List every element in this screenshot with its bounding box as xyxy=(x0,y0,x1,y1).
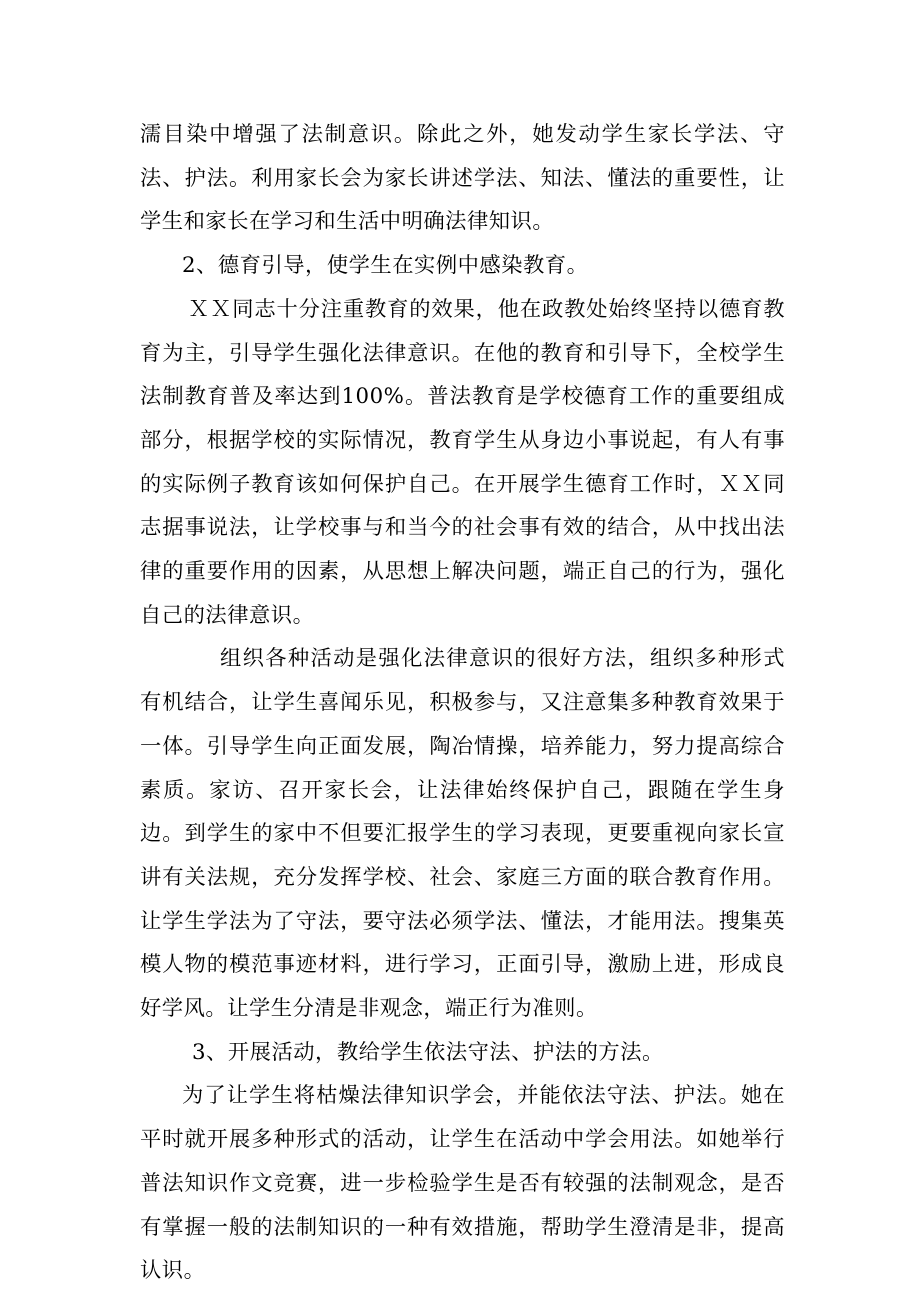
section-heading-3: 3、开展活动，教给学生依法守法、护法的方法。 xyxy=(192,1039,664,1065)
paragraph-activities: 组织各种活动是强化法律意识的很好方法，组织多种形式有机结合，让学生喜闻乐见，积极参与，又注意集多种教育效果于一体。引导学生向正面发展，陶冶情操，培养能力，努力提高综合素质。家访、召开家长会，让法律始终保护自己，跟随在学生身边。到学生的家中不但要汇报学生的学习表现，更要重视向家长宣讲有关法规，充分发挥学校、社会、家庭三方面的联合教育作用。让学生学法为了守法，要守法必须学法、懂法，才能用法。搜集英模人物的模范事迹材料，进行学习，正面引导，激励上进，形成良好学风。让学生分清是非观念，端正行为准则。 xyxy=(140,646,785,1022)
document-body xyxy=(140,113,785,1293)
paragraph-xx-comrade: ＸＸ同志十分注重教育的效果，他在政教处始终坚持以德育教育为主，引导学生强化法律意识。在他的教育和引导下，全校学生法制教育普及率达到100%。普法教育是学校德育工作的重要组成部分，根据学校的实际情况，教育学生从身边小事说起，有人有事的实际例子教育该如何保护自己。在开展学生德育工作时，ＸＸ同志据事说法，让学校事与和当今的社会事有效的结合，从中找出法律的重要作用的因素，从思想上解决问题，端正自己的行为，强化自己的法律意识。 xyxy=(140,296,785,628)
paragraph-continuation: 濡目染中增强了法制意识。除此之外，她发动学生家长学法、守法、护法。利用家长会为家长讲述学法、知法、懂法的重要性，让学生和家长在学习和生活中明确法律知识。 xyxy=(140,122,785,235)
section-heading-2: 2、德育引导，使学生在实例中感染教育。 xyxy=(182,253,589,279)
paragraph-methods: 为了让学生将枯燥法律知识学会，并能依法守法、护法。她在平时就开展多种形式的活动，让学生在活动中学会用法。如她举行普法知识作文竞赛，进一步检验学生是否有较强的法制观念，是否有掌握一般的法制知识的一种有效措施，帮助学生澄清是非，提高认识。 xyxy=(140,1083,785,1284)
